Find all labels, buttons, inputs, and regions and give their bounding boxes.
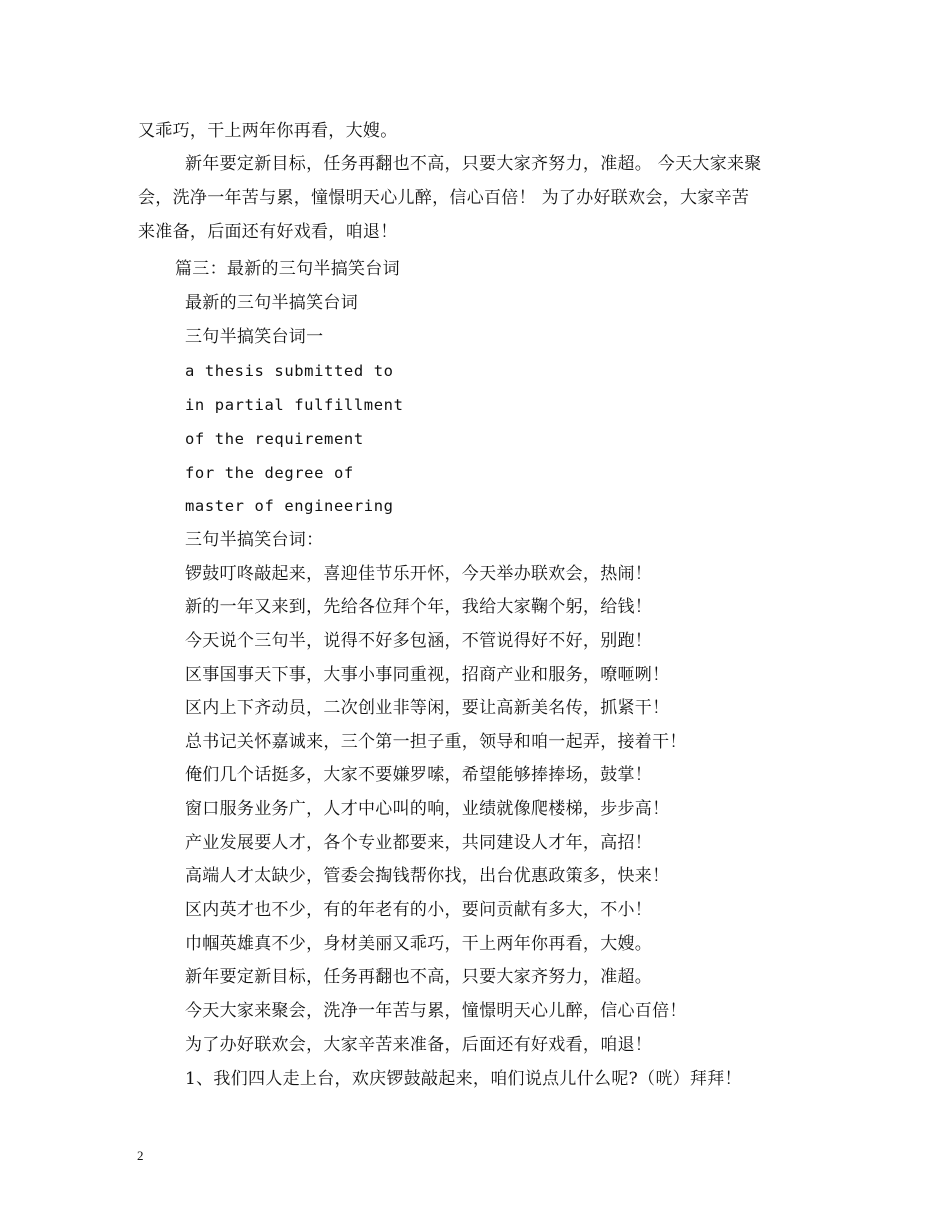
text-line: 锣鼓叮咚敲起来，喜迎佳节乐开怀，今天举办联欢会，热闹！ <box>185 564 653 584</box>
text-line: 产业发展要人才，各个专业都要来，共同建设人才年，高招！ <box>185 833 653 853</box>
text-line: 窗口服务业务广，人才中心叫的响，业绩就像爬楼梯，步步高！ <box>185 799 670 819</box>
text-line: 新年要定新目标，任务再翻也不高，只要大家齐努力，准超。 今天大家来聚 <box>185 154 762 174</box>
english-line: a thesis submitted to <box>185 362 394 380</box>
text-line: 三句半搞笑台词一 <box>185 327 324 347</box>
text-line: 区内英才也不少，有的年老有的小，要问贡献有多大，不小！ <box>185 900 653 920</box>
text-line: 来准备，后面还有好戏看，咱退！ <box>138 222 398 242</box>
text-line: 今天大家来聚会，洗净一年苦与累，憧憬明天心儿醉，信心百倍！ <box>185 1001 687 1021</box>
section-heading: 篇三：最新的三句半搞笑台词 <box>175 259 400 279</box>
text-line: 总书记关怀嘉诚来，三个第一担子重，领导和咱一起弄，接着干！ <box>185 732 687 752</box>
text-line: 三句半搞笑台词： <box>185 530 324 550</box>
text-line: 又乖巧，干上两年你再看，大嫂。 <box>138 121 398 141</box>
text-line: 俺们几个话挺多，大家不要嫌罗嗦，希望能够捧捧场，鼓掌！ <box>185 765 653 785</box>
text-line: 区事国事天下事，大事小事同重视，招商产业和服务，嘹咂咧！ <box>185 665 670 685</box>
page-number: 2 <box>137 1148 144 1163</box>
text-line: 高端人才太缺少，管委会掏钱帮你找，出台优惠政策多，快来！ <box>185 866 670 886</box>
text-line: 巾帼英雄真不少，身材美丽又乖巧，干上两年你再看，大嫂。 <box>185 934 653 954</box>
english-line: for the degree of <box>185 464 354 482</box>
text-line: 会，洗净一年苦与累，憧憬明天心儿醉，信心百倍！ 为了办好联欢会，大家辛苦 <box>138 188 750 208</box>
english-line: of the requirement <box>185 430 364 448</box>
english-line: master of engineering <box>185 497 394 515</box>
text-line: 区内上下齐动员，二次创业非等闲，要让高新美名传，抓紧干！ <box>185 698 670 718</box>
text-line: 最新的三句半搞笑台词 <box>185 293 358 313</box>
text-line: 1、我们四人走上台，欢庆锣鼓敲起来，咱们说点儿什么呢?（咣）拜拜！ <box>185 1069 742 1089</box>
text-line: 新年要定新目标，任务再翻也不高，只要大家齐努力，准超。 <box>185 967 653 987</box>
english-line: in partial fulfillment <box>185 396 404 414</box>
text-line: 今天说个三句半，说得不好多包涵，不管说得好不好，别跑！ <box>185 631 653 651</box>
text-line: 为了办好联欢会，大家辛苦来准备，后面还有好戏看，咱退！ <box>185 1035 653 1055</box>
text-line: 新的一年又来到，先给各位拜个年，我给大家鞠个躬，给钱！ <box>185 597 653 617</box>
